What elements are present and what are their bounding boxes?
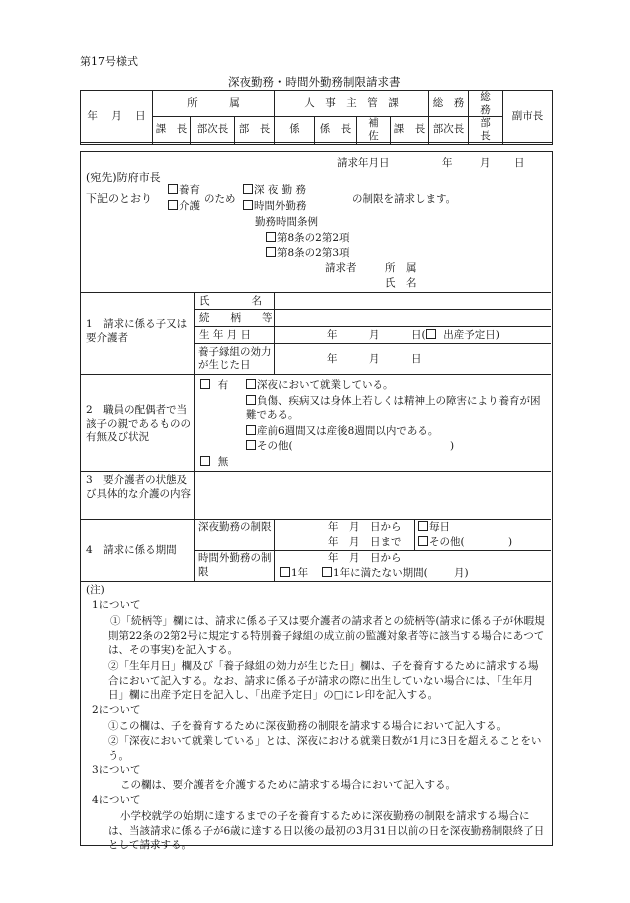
- checkbox-icon[interactable]: [418, 521, 428, 531]
- article-option-2[interactable]: 第8条の2第3項: [266, 247, 350, 259]
- seigen-text: の制限を請求します。: [352, 193, 457, 205]
- sub-kacho: 課 長: [153, 117, 191, 143]
- checkbox-icon[interactable]: [243, 184, 253, 194]
- checkbox-icon[interactable]: [266, 232, 276, 242]
- sec2-cond-1[interactable]: 深夜において就業している。: [246, 379, 394, 391]
- month-label: 月: [111, 110, 122, 123]
- sec4-sonota-end: ): [508, 536, 513, 548]
- checkbox-icon[interactable]: [243, 200, 253, 210]
- sec2-cond-2[interactable]: 負傷、疾病又は身体上若しくは精神上の障害により養育が困難である。: [246, 395, 541, 422]
- checkbox-icon[interactable]: [168, 200, 178, 210]
- requester-shimei: 氏 名: [385, 277, 417, 289]
- sec1-adopt-label: 養子縁組の効力が生じた日: [198, 346, 272, 372]
- sec4-shinya-from[interactable]: 年 月 日から: [328, 521, 402, 533]
- note-1-2: ②「生年月日」欄及び「養子縁組の効力が生じた日」欄は、子を養育するために請求する場合において記入する。なお、請求に係る子が請求の際に出生していない場合には、「生年月日」欄に出産予定日を記入し、「出産予定日」の□にレ印を記入する。: [108, 660, 539, 702]
- form-number: 第17号様式: [80, 55, 138, 68]
- checkbox-icon[interactable]: [322, 567, 332, 577]
- sub-bucho-2: 部 長: [469, 117, 503, 143]
- sub-bucho: 部 長: [235, 117, 275, 143]
- note-3-title: 3について: [92, 764, 141, 776]
- note-3-1: この欄は、要介護者を介護するために請求する場合において記入する。: [120, 779, 456, 791]
- request-date-label: 請求年月日: [337, 157, 390, 169]
- sec2-label: 2 職員の配偶者で当該子の親であるものの有無及び状況: [86, 404, 191, 444]
- day-label: 日: [135, 110, 146, 123]
- group-shozoku: 所 属: [153, 91, 275, 117]
- requester-shozoku: 所 属: [385, 262, 417, 274]
- sec1-birth-value[interactable]: 年 月 日( 出産予定日): [327, 329, 500, 341]
- sec1-adopt-value[interactable]: 年 月 日: [327, 353, 422, 365]
- requester-label: 請求者: [325, 262, 357, 274]
- sec4-sonota[interactable]: その他(: [418, 536, 465, 548]
- sec4-label: 4 請求に係る期間: [86, 544, 177, 556]
- lead-text: 下記のとおり: [86, 192, 152, 205]
- tame-text: のため: [204, 193, 236, 205]
- sec3-label: 3 要介護者の状態及び具体的な介護の内容: [86, 474, 191, 500]
- sec4-maiyasu[interactable]: 毎日: [418, 521, 450, 533]
- sec2-yes[interactable]: 有: [200, 379, 228, 391]
- option-ikuji[interactable]: 養育: [168, 184, 200, 196]
- sec1-relation-label: 続 柄 等: [199, 312, 273, 324]
- sec2-none[interactable]: 無: [200, 456, 228, 468]
- sub-kakaricho: 係 長: [315, 117, 357, 143]
- note-2-1: ①この欄は、子を養育するために深夜勤務の制限を請求する場合において記入する。: [108, 720, 507, 732]
- vice-mayor-cell[interactable]: 副市長: [503, 91, 553, 143]
- jorei-label: 勤務時間条例: [255, 216, 318, 228]
- group-somu-1: 総 務: [429, 91, 469, 117]
- note-1-title: 1について: [92, 599, 141, 611]
- note-2-2: ②「深夜において就業している」とは、深夜における就業日数が1月に3日を超えることをいう。: [108, 735, 542, 762]
- form-title: 深夜勤務・時間外勤務制限請求書: [228, 75, 401, 89]
- group-somu-2: 総 務: [469, 91, 503, 117]
- stamp-row[interactable]: [80, 126, 553, 145]
- sec2-cond-4[interactable]: その他(: [246, 440, 293, 452]
- checkbox-icon[interactable]: [266, 247, 276, 257]
- note-2-title: 2について: [92, 704, 141, 716]
- checkbox-icon[interactable]: [246, 440, 256, 450]
- note-4-1: 小学校就学の始期に達するまでの子を養育するために深夜勤務の制限を請求する場合には、当該請求に係る子が6歳に達する日以後の最初の3月31日以前の日を深夜勤務制限終了日として請求する。: [108, 810, 545, 852]
- option-kaigo[interactable]: 介護: [168, 200, 200, 212]
- option-shinya[interactable]: 深 夜 勤 務: [243, 184, 306, 196]
- sec4-shinya-label: 深夜勤務の制限: [198, 521, 272, 533]
- sec3-field[interactable]: [196, 473, 550, 517]
- sec2-cond-4-end: ): [450, 440, 455, 452]
- request-date-year[interactable]: 年: [442, 157, 453, 169]
- sec1-birth-label: 生 年 月 日: [199, 329, 252, 341]
- notes-heading: (注): [86, 584, 105, 596]
- sec4-under-one-year[interactable]: 1年に満たない期間(: [322, 567, 428, 579]
- sub-bujicho: 部次長: [191, 117, 235, 143]
- request-date-month[interactable]: 月: [480, 157, 491, 169]
- checkbox-icon[interactable]: [280, 567, 290, 577]
- sub-kakari: 係: [275, 117, 315, 143]
- addressee: (宛先)防府市長: [86, 171, 161, 184]
- option-jikangai[interactable]: 時間外勤務: [243, 200, 307, 212]
- year-label: 年: [87, 110, 98, 123]
- checkbox-icon[interactable]: [246, 425, 256, 435]
- sec4-under-one-year-end: 月): [454, 567, 469, 579]
- checkbox-icon[interactable]: [200, 379, 210, 389]
- sec1-name-label: 氏 名: [199, 295, 262, 307]
- checkbox-icon[interactable]: [246, 379, 256, 389]
- checkbox-icon[interactable]: [246, 395, 256, 405]
- checkbox-icon[interactable]: [418, 536, 428, 546]
- request-date-day[interactable]: 日: [514, 157, 525, 169]
- sec4-jikangai-label: 時間外勤務の制限: [198, 552, 272, 578]
- sub-bujicho-2: 部次長: [429, 117, 469, 143]
- sec1-label: 1 請求に係る子又は要介護者: [86, 318, 188, 344]
- sec4-shinya-to[interactable]: 年 月 日まで: [328, 536, 402, 548]
- checkbox-icon[interactable]: [200, 456, 210, 466]
- sub-kacho-2: 課 長: [391, 117, 429, 143]
- sec2-cond-3[interactable]: 産前6週間又は産後8週間以内である。: [246, 425, 438, 437]
- note-4-title: 4について: [92, 794, 141, 806]
- sec1-relation-field[interactable]: [276, 310, 550, 325]
- due-date-checkbox-icon[interactable]: [426, 329, 436, 339]
- article-option-1[interactable]: 第8条の2第2項: [266, 232, 350, 244]
- checkbox-icon[interactable]: [168, 184, 178, 194]
- group-jinji: 人 事 主 管 課: [275, 91, 429, 117]
- sec4-jikangai-from[interactable]: 年 月 日から: [328, 552, 402, 564]
- sub-hosa: 補 佐: [357, 117, 391, 143]
- note-1-1: ①「続柄等」欄には、請求に係る子又は要介護者の請求者との続柄等(請求に係る子が休暇規則第22条の2第2号に規定する特別養子縁組の成立前の監護対象者等に該当する場合にあつては、その事実)を記入する。: [108, 615, 545, 657]
- sec4-one-year[interactable]: 1年: [280, 567, 308, 579]
- sec1-name-field[interactable]: [276, 293, 550, 308]
